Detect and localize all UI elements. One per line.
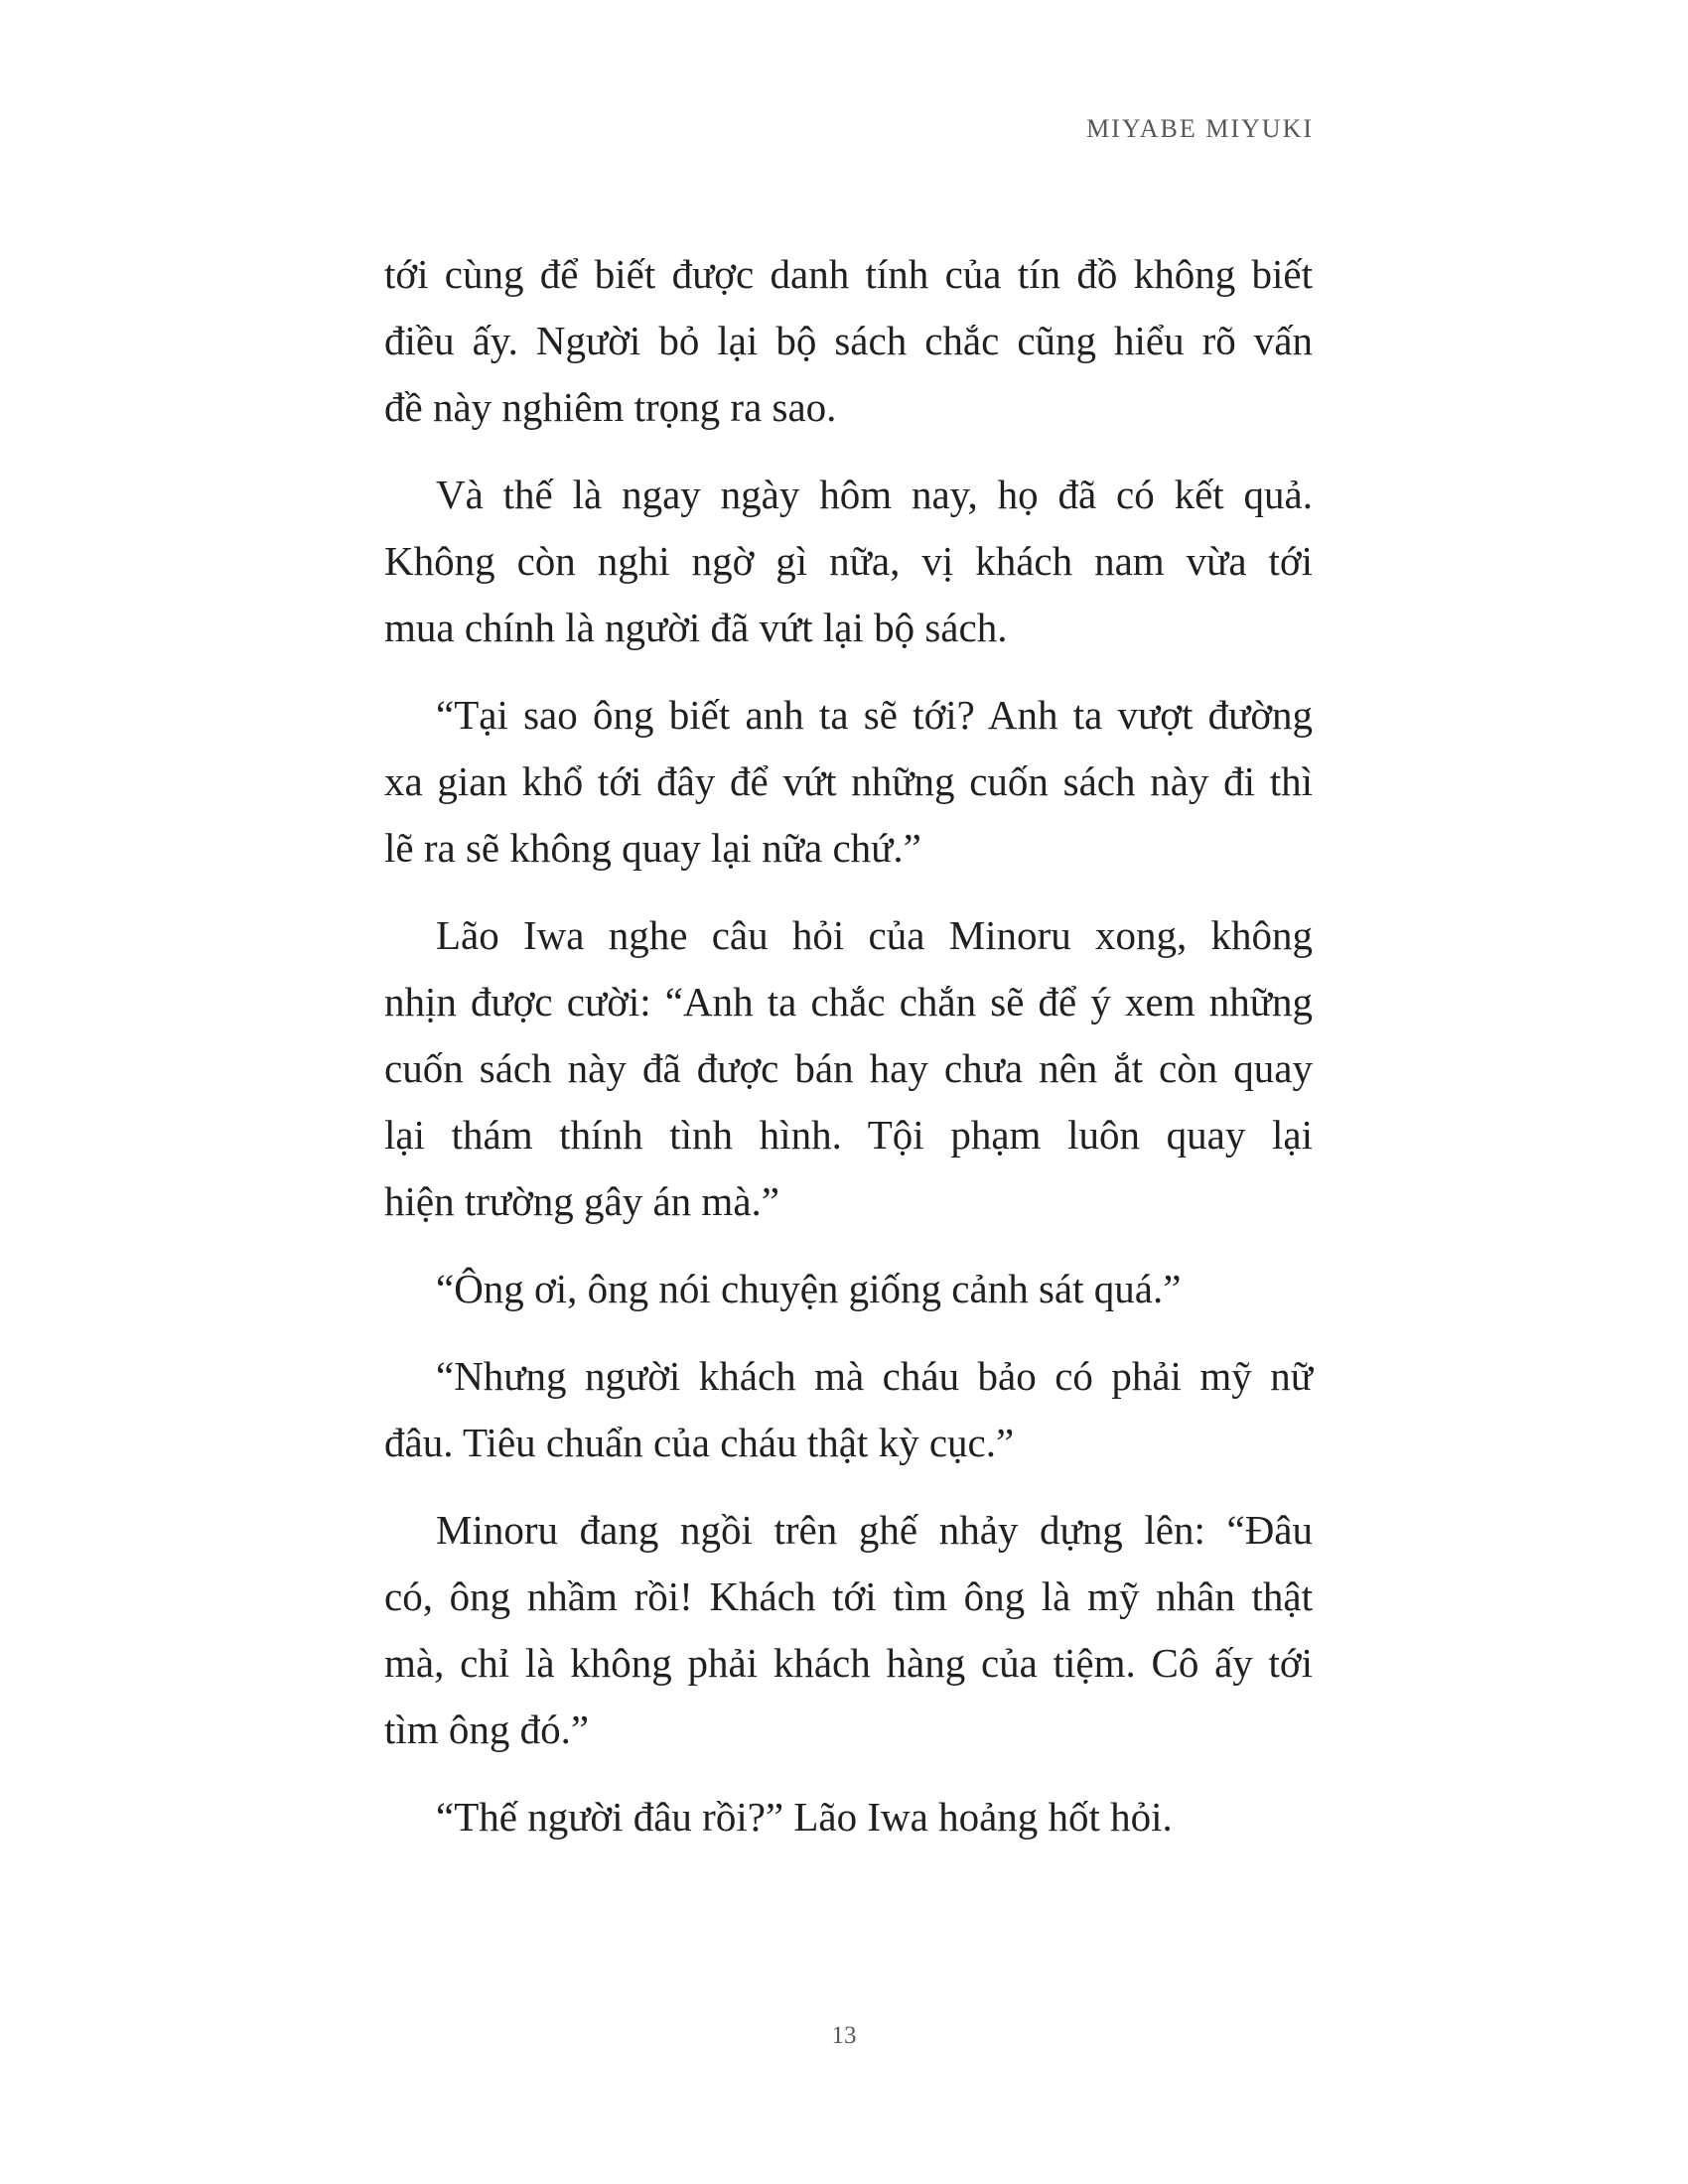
text-line: điều ấy. Người bỏ lại bộ sách chắc cũng hiểu rõ vấn — [384, 318, 1313, 363]
paragraph — [384, 1497, 1313, 1763]
text-line: nhịn được cười: “Anh ta chắc chắn sẽ để ý xem những — [384, 979, 1313, 1024]
paragraph — [384, 241, 1313, 441]
paragraph — [384, 1256, 1313, 1322]
text-line: Lão Iwa nghe câu hỏi của Minoru xong, không — [436, 912, 1313, 958]
text-line: mà, chỉ là không phải khách hàng của tiệm. Cô ấy tới — [384, 1640, 1313, 1686]
text-line: tới cùng để biết được danh tính của tín đồ không biết — [384, 251, 1313, 297]
text-line: Minoru đang ngồi trên ghế nhảy dựng lên: “Đâu — [436, 1507, 1313, 1553]
text-line: xa gian khổ tới đây để vứt những cuốn sách này đi thì — [384, 758, 1313, 804]
text-line: hiện trường gây án mà.” — [384, 1178, 779, 1224]
text-line: Không còn nghi ngờ gì nữa, vị khách nam vừa tới — [384, 538, 1313, 584]
paragraph — [384, 902, 1313, 1235]
text-line: lẽ ra sẽ không quay lại nữa chứ.” — [384, 825, 921, 871]
body-text — [384, 241, 1313, 1850]
text-line: “Nhưng người khách mà cháu bảo có phải mỹ nữ — [436, 1353, 1313, 1399]
text-line: tìm ông đó.” — [384, 1706, 590, 1752]
text-line: cuốn sách này đã được bán hay chưa nên ắt còn quay — [384, 1045, 1313, 1091]
text-line: đâu. Tiêu chuẩn của cháu thật kỳ cục.” — [384, 1420, 1015, 1465]
text-line: mua chính là người đã vứt lại bộ sách. — [384, 605, 1008, 650]
text-line: “Thế người đâu rồi?” Lão Iwa hoảng hốt hỏi. — [436, 1794, 1173, 1840]
page-number: 13 — [831, 2022, 857, 2049]
text-line: lại thám thính tình hình. Tội phạm luôn quay lại — [384, 1112, 1313, 1158]
paragraph — [384, 682, 1313, 882]
text-line: đề này nghiêm trọng ra sao. — [384, 384, 837, 430]
paragraph — [384, 1343, 1313, 1476]
text-line: Và thế là ngay ngày hôm nay, họ đã có kết quả. — [436, 472, 1313, 517]
paragraph — [384, 462, 1313, 661]
text-line: có, ông nhầm rồi! Khách tới tìm ông là mỹ nhân thật — [384, 1573, 1313, 1619]
paragraph — [384, 1784, 1313, 1850]
text-line: “Ông ơi, ông nói chuyện giống cảnh sát quá.” — [436, 1266, 1182, 1311]
text-line: “Tại sao ông biết anh ta sẽ tới? Anh ta vượt đường — [436, 692, 1313, 738]
running-header-author: MIYABE MIYUKI — [1086, 114, 1314, 143]
